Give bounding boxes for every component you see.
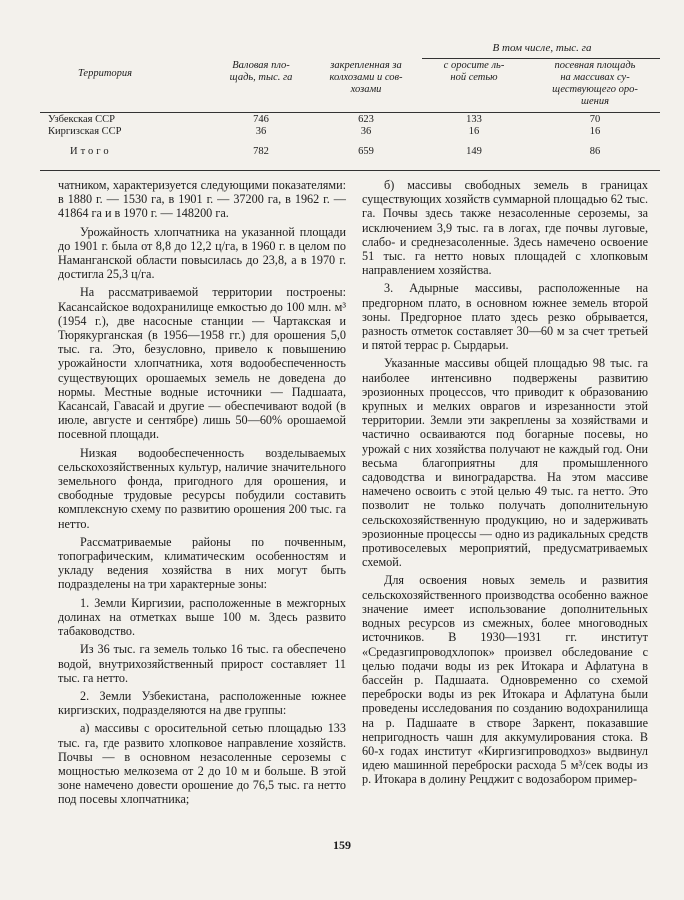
paragraph: 1. Земли Киргизии, расположенные в межгорных долинах на отметках выше 100 м. Здесь развито табаководство. bbox=[58, 595, 346, 639]
super-header-rule bbox=[422, 58, 660, 59]
cell: 16 bbox=[589, 126, 601, 137]
header-territory: Территория bbox=[77, 68, 133, 79]
header-gross-area: Валовая пло- щадь, тыс. га bbox=[229, 60, 293, 83]
table-bottom-rule bbox=[40, 170, 660, 171]
paragraph: Рассматриваемые районы по почвенным, топографическим, климатическим особенностям и укладу ведения хозяйства в них могут быть подразделены на три характерные зоны: bbox=[58, 534, 346, 592]
header-rule bbox=[40, 112, 660, 113]
cell: 16 bbox=[468, 126, 480, 137]
paragraph: Указанные массивы общей площадью 98 тыс. га наиболее интенсивно подвержены развитию эрозионных процессов, что приводит к образованию крупных и мелких оврагов и изрезанности этой территории. Земли эти закреплены за хозяйствами и частично осваиваются под богарные посевы, но урожай с них хозяйства получают не каждый год. Они весьма благоприятны для промышленного садоводства и виноградарства. На этом массиве намечено освоить с этой целью 49 тыс. га нетто. Это позволит не только получать дополнительную сельскохозяйственную продукцию, но и задерживать эрозионные процессы — одно из радикальных средств противоселевых мероприятий, предусматриваемых схемой. bbox=[362, 356, 648, 570]
left-text-column bbox=[58, 178, 346, 811]
paragraph: 2. Земли Узбекистана, расположенные южнее киргизских, подразделяются на две группы: bbox=[58, 688, 346, 718]
cell: 782 bbox=[253, 146, 269, 157]
cell: 86 bbox=[589, 146, 601, 157]
table-super-header: В том числе, тыс. га bbox=[492, 42, 592, 54]
paragraph: Из 36 тыс. га земель только 16 тыс. га обеспечено водой, внутрихозяйственный прирост составляет 11 тыс. га нетто. bbox=[58, 642, 346, 685]
row-label-uzbek: Узбекская ССР bbox=[48, 114, 115, 125]
cell: 623 bbox=[358, 114, 374, 125]
row-label-kyrgyz: Киргизская ССР bbox=[48, 126, 122, 137]
paragraph: Для освоения новых земель и развития сельскохозяйственного производства особенно важное значение имеет использование дополнительных водных ресурсов из смежных, более многоводных источников. В 1930—1931 гг. институт «Средазгипроводхлопок» произвел обследование с целью подачи воды из рек Итокара и Афлатуна в бассейн р. Падшаата. Одновременно со схемой переброски воды из рек Итокара и Афлатуна были проведены исследования по созданию водохранилища на р. Падшаате в створе Заркент, показавшие непригодность чашн для аккумулирования стока. В 60-х годах институт «Киргизгипроводхоз» выдвинул идею машинной переброски расхода 5 м³/сек воды из р. Итокара в долину Рецджит с водозабором пример- bbox=[362, 573, 648, 787]
cell: 133 bbox=[466, 114, 482, 125]
cell: 36 bbox=[255, 126, 267, 137]
cell: 746 bbox=[253, 114, 269, 125]
page-number: 159 bbox=[333, 838, 351, 852]
cell: 149 bbox=[466, 146, 482, 157]
row-label-total: Итого bbox=[70, 146, 112, 157]
cell: 36 bbox=[360, 126, 372, 137]
paragraph: чатником, характеризуется следующими показателями: в 1880 г. — 1530 га, в 1901 г. — 37200 га, в 1962 г. — 41864 га и в 1970 г. — 148200 га. bbox=[58, 178, 346, 221]
header-irrigated: с оросите ль- ной сетью bbox=[443, 60, 505, 83]
right-text-column bbox=[362, 178, 648, 791]
cell: 70 bbox=[589, 114, 601, 125]
paragraph: Низкая водообеспеченность возделываемых сельскохозяйственных культур, наличие значительного земельного фонда, пригодного для орошения, и свободные трудовые ресурсы побудили составить комплексную схему по развитию орошения 200 тыс. га нетто. bbox=[58, 445, 346, 531]
paragraph: На рассматриваемой территории построены: Касансайское водохранилище емкостью до 100 млн. м³ (1954 г.), две насосные станции — Чартакская и Тюрякурганская (в 1956—1958 гг.) для орошения 5,0 тыс. га. Это, безусловно, привело к повышению урожайности хлопчатника, хотя водообеспеченность существующих орошаемых земель не доведена до нормы. Местные водные источники — Падшаата, Касансай, Гавасай и другие — обеспечивают водой (в июле, августе и сентябре) лишь 50—60% орошаемой посевной площади. bbox=[58, 285, 346, 442]
cell: 659 bbox=[358, 146, 374, 157]
paragraph: 3. Адырные массивы, расположенные на предгорном плато, в основном южнее земель второй зоны. Предгорное плато здесь резко обрывается, разность отметок составляет 30—60 м за счет третьей и пятой террас р. Сырдарьи. bbox=[362, 281, 648, 353]
paragraph: а) массивы с оросительной сетью площадью 133 тыс. га, где развито хлопковое направление хозяйств. Почвы — в основном незасоленные сероземы с мощностью мелкозема от 2 до 10 м и больше. В этой зоне намечено довести орошение до 76,5 тыс. га нетто под посевы хлопчатника; bbox=[58, 721, 346, 807]
header-sown: посевная площадь на массивах су- ществующего оро- шения bbox=[552, 60, 638, 107]
paragraph: б) массивы свободных земель в границах существующих хозяйств суммарной площадью 62 тыс. га. Почвы здесь также незасоленные сероземы, за исключением 3,9 тыс. га в логах, где почвы луговые, слабо- и среднезасоленные. Здесь намечено освоение 51 тыс. га нетто новых площадей с хлопковым направлением хозяйства. bbox=[362, 178, 648, 278]
paragraph: Урожайность хлопчатника на указанной площади до 1901 г. была от 8,8 до 12,2 ц/га, в 1960 г. в целом по Наманганской области повысилась до 23,8, а в 1970 г. достигла 25,3 ц/га. bbox=[58, 224, 346, 282]
header-assigned: закрепленная за колхозами и сов- хозами bbox=[329, 60, 403, 95]
